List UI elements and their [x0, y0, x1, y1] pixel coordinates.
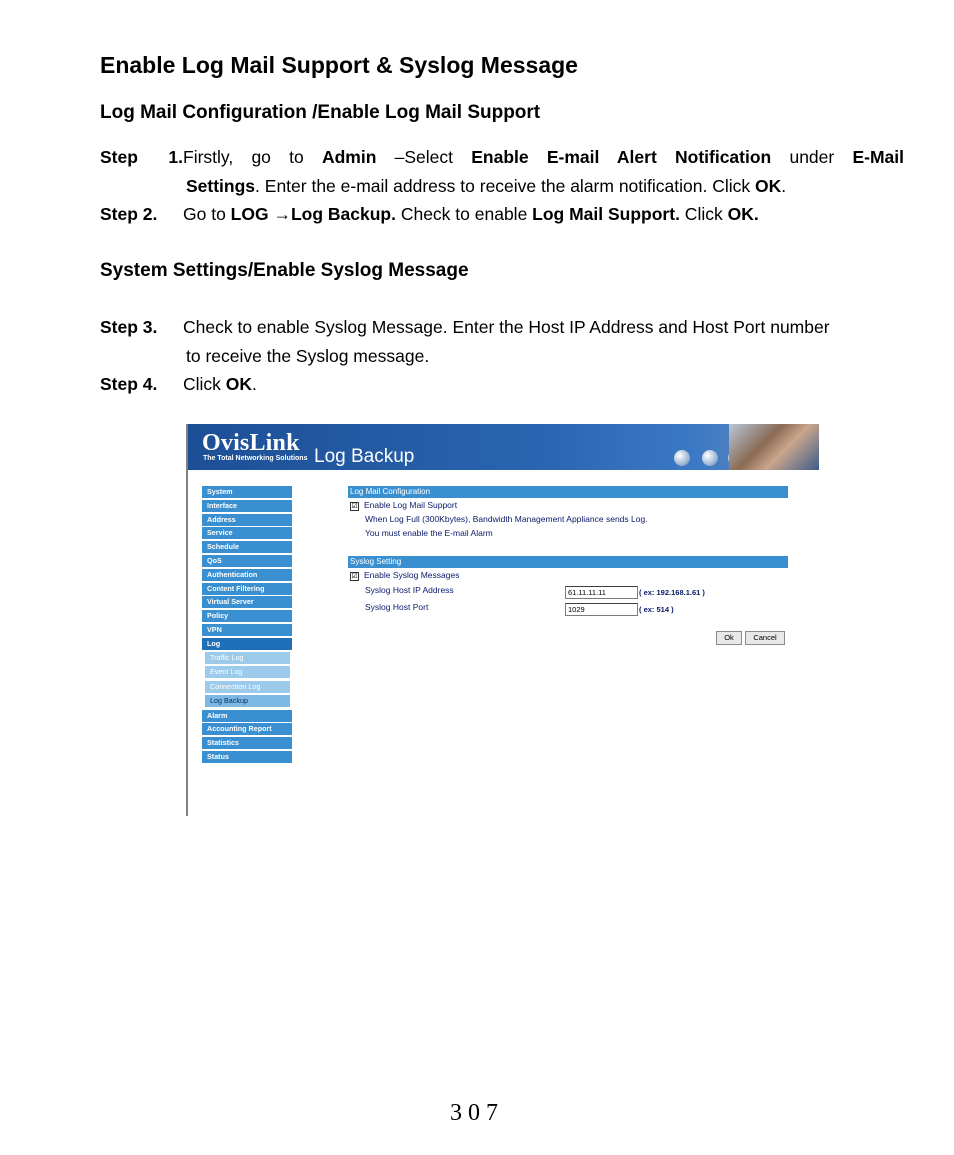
host-port-input[interactable]: 1029: [565, 603, 638, 616]
email-alarm-note: You must enable the E-mail Alarm: [365, 528, 493, 538]
step-text: .: [252, 374, 257, 394]
section-heading-syslog: System Settings/Enable Syslog Message: [100, 260, 469, 281]
sidebar-item-statistics[interactable]: Statistics: [202, 737, 292, 749]
step-bold: OK: [225, 374, 253, 394]
globe-icon: [674, 450, 690, 466]
step-text: to receive the Syslog message.: [186, 346, 430, 366]
subnav-connection-log[interactable]: Connection Log: [205, 681, 290, 693]
step-4: [100, 370, 904, 399]
sidebar-item-content-filtering[interactable]: Content Filtering: [202, 583, 292, 595]
step-bold: Settings: [186, 176, 256, 196]
cancel-button[interactable]: Cancel: [745, 631, 785, 645]
sidebar-item-interface[interactable]: Interface: [202, 500, 292, 512]
page-number: 307: [450, 1100, 504, 1126]
sidebar-item-schedule[interactable]: Schedule: [202, 541, 292, 553]
step-bold: Enable E-mail Alert Notification: [471, 147, 772, 167]
step-text: Check to enable Syslog Message. Enter the Host IP Address and Host Port number: [183, 317, 830, 337]
logo-tagline: The Total Networking Solutions: [203, 455, 308, 462]
globe-icon: [702, 450, 718, 466]
page-title: Log Backup: [314, 446, 415, 467]
sidebar-item-system[interactable]: System: [202, 486, 292, 498]
subnav-log-backup[interactable]: Log Backup: [205, 695, 290, 707]
host-ip-example: ( ex: 192.168.1.61 ): [639, 588, 705, 597]
enable-log-mail-checkbox[interactable]: ☑: [351, 503, 358, 510]
page-heading: Enable Log Mail Support & Syslog Message: [100, 52, 578, 78]
sidebar-item-qos[interactable]: QoS: [202, 555, 292, 567]
host-ip-label: Syslog Host IP Address: [365, 585, 454, 595]
step-label: Step 3.: [100, 317, 158, 337]
step-text: Click: [679, 204, 728, 224]
enable-log-mail-label: Enable Log Mail Support: [364, 500, 458, 510]
ok-button[interactable]: Ok: [716, 631, 742, 645]
step-text: . Enter the e-mail address to receive the alarm notification. Click: [255, 176, 755, 196]
step-1: [100, 143, 904, 201]
step-2: [100, 200, 904, 229]
subnav-traffic-log[interactable]: Traffic Log: [205, 652, 290, 664]
sidebar-item-status[interactable]: Status: [202, 751, 292, 763]
ovislink-logo: OvisLink: [202, 430, 300, 456]
sidebar-item-service[interactable]: Service: [202, 527, 292, 539]
step-label: Step 1.: [100, 147, 183, 167]
syslog-section-header: Syslog Setting: [348, 556, 788, 568]
sidebar-item-log[interactable]: Log: [202, 638, 292, 650]
step-bold: OK.: [727, 204, 759, 224]
section-heading-log-mail: Log Mail Configuration /Enable Log Mail Support: [100, 102, 541, 123]
step-text: Firstly, go to: [183, 147, 322, 167]
step-text: Click: [183, 374, 226, 394]
step-bold: Log Mail Support.: [532, 204, 680, 224]
sidebar-item-vpn[interactable]: VPN: [202, 624, 292, 636]
step-bold: LOG →Log Backup.: [230, 204, 396, 224]
sidebar-item-policy[interactable]: Policy: [202, 610, 292, 622]
log-backup-screenshot: [186, 424, 819, 816]
step-label: Step 2.: [100, 204, 158, 224]
host-port-label: Syslog Host Port: [365, 602, 429, 612]
sidebar-item-address[interactable]: Address: [202, 514, 292, 526]
banner: [188, 424, 819, 470]
sidebar-item-authentication[interactable]: Authentication: [202, 569, 292, 581]
sidebar-item-alarm[interactable]: Alarm: [202, 710, 292, 722]
enable-syslog-label: Enable Syslog Messages: [364, 570, 460, 580]
sidebar-item-accounting-report[interactable]: Accounting Report: [202, 723, 292, 735]
step-text: under: [771, 147, 853, 167]
step-bold: E-Mail: [852, 147, 904, 167]
step-bold: Admin: [321, 147, 377, 167]
enable-syslog-checkbox[interactable]: ☑: [351, 573, 358, 580]
log-mail-section-header: Log Mail Configuration: [348, 486, 788, 498]
step-text: –Select: [376, 147, 472, 167]
step-text: .: [781, 176, 787, 196]
step-text: Check to enable: [395, 204, 533, 224]
step-text: Go to: [183, 204, 231, 224]
subnav-event-log[interactable]: Event Log: [205, 666, 290, 678]
host-ip-input[interactable]: 61.11.11.11: [565, 586, 638, 599]
sidebar-item-virtual-server[interactable]: Virtual Server: [202, 596, 292, 608]
sidebar: [202, 486, 292, 765]
step-label: Step 4.: [100, 374, 158, 394]
banner-photo: [729, 424, 819, 470]
step-bold: OK: [755, 176, 782, 196]
host-port-example: ( ex: 514 ): [639, 605, 674, 614]
log-full-note: When Log Full (300Kbytes), Bandwidth Management Appliance sends Log.: [365, 514, 648, 524]
step-3: [100, 313, 904, 371]
